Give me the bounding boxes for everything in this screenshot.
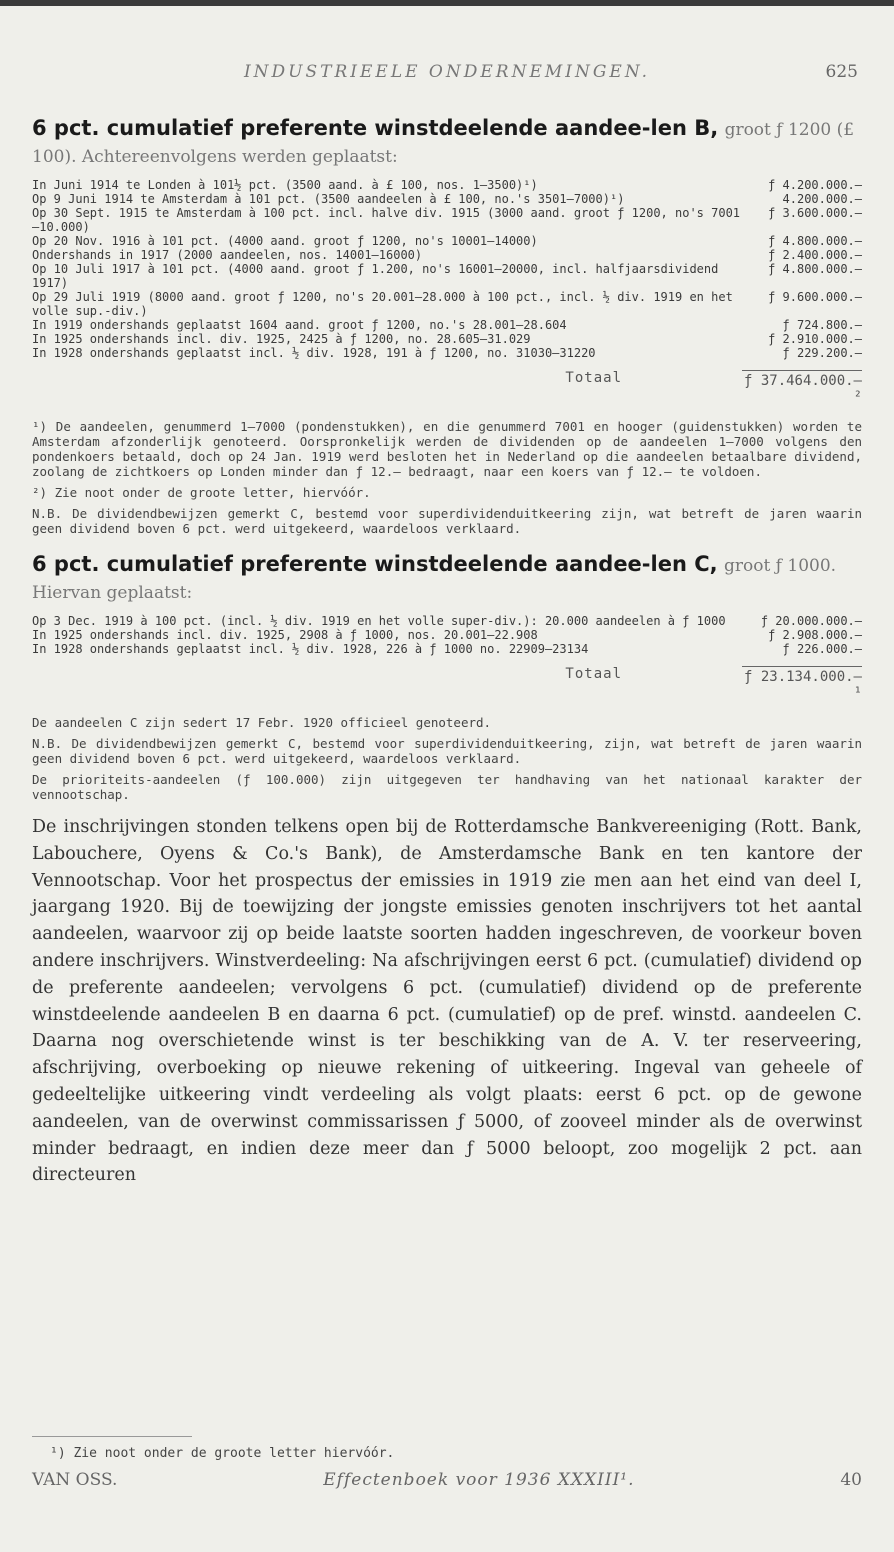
row-description: Op 30 Sept. 1915 te Amsterdam à 100 pct. incl. halve div. 1915 (3000 aand. groot ƒ 1200, no's 7001—10.000): [32, 206, 741, 234]
table-row: [32, 290, 862, 318]
main-paragraph: De inschrijvingen stonden telkens open bij de Rotterdamsche Bankvereeniging (Rott. Bank, Labouchere, Oyens & Co.'s Bank), de Amsterdamsche Bank en ten kantore der Vennootschap. Voor het prospectus der emissies in 1919 zie men aan het eind van deel I, jaargang 1920. Bij de toewijzing der jongste emissies genoten inschrijvers tot het aantal aandeelen, waarvoor zij op beide laatste soorten hadden ingeschreven, de voorkeur boven andere inschrijvers. Winstverdeeling: Na afschrijvingen eerst 6 pct. (cumulatief) dividend op de preferente aandeelen; vervolgens 6 pct. (cumulatief) dividend op de preferente winstdeelende aandeelen B en daarna 6 pct. (cumulatief) op de pref. winstd. aandeelen C. Daarna nog overschietende winst is ter beschikking van de A. V. ter reserveering, afschrijving, overboeking op nieuwe rekening of uitkeering. Ingeval van geheele of gedeeltelijke uitkeering vindt verdeeling als volgt plaats: eerst 6 pct. op de gewone aandeelen, van de overwinst commissarissen ƒ 5000, of zooveel minder als de overwinst minder bedraagt, en indien deze meer dan ƒ 5000 beloopt, zoo mogelijk 2 pct. aan directeuren: [32, 817, 862, 1186]
table-row: [32, 192, 862, 206]
table-row: [32, 614, 862, 628]
row-description: In 1925 ondershands incl. div. 1925, 2908 à ƒ 1000, nos. 20.001—22.908: [32, 628, 538, 642]
row-description: In 1928 ondershands geplaatst incl. ½ div. 1928, 191 à ƒ 1200, no. 31030—31220: [32, 346, 596, 360]
section-b-heading-bold: 6 pct. cumulatief preferente winstdeelende aandee-len B,: [32, 116, 719, 140]
section-c-heading: [32, 552, 862, 606]
section-c-heading-bold: 6 pct. cumulatief preferente winstdeelende aandee-len C,: [32, 552, 718, 576]
row-amount: 4.200.000.—: [782, 192, 862, 206]
table-row: [32, 642, 862, 656]
running-head: INDUSTRIEELE ONDERNEMINGEN.: [243, 62, 651, 82]
section-c-total-label: Totaal: [565, 666, 622, 682]
section-b-total-amount: ƒ 37.464.000.—²: [742, 370, 862, 405]
footer-sheet-number: 40: [840, 1470, 862, 1490]
row-amount: ƒ 4.800.000.—: [768, 234, 862, 248]
row-description: In Juni 1914 te Londen à 101½ pct. (3500 aand. à £ 100, nos. 1—3500)¹): [32, 178, 538, 192]
row-amount: ƒ 724.800.—: [782, 318, 862, 332]
section-c-note: N.B. De dividendbewijzen gemerkt C, bestemd voor superdividenduitkeering, zijn, wat betreft de jaren waarin geen dividend boven 6 pct. werd uitgekeerd, waardeloos verklaard.: [32, 736, 862, 766]
top-border: [0, 0, 894, 6]
row-amount: ƒ 2.908.000.—: [768, 628, 862, 642]
row-description: Op 29 Juli 1919 (8000 aand. groot ƒ 1200, no's 20.001—28.000 à 100 pct., incl. ½ div. 1919 en het volle sup.-div.): [32, 290, 733, 318]
row-description: Op 9 Juni 1914 te Amsterdam à 101 pct. (3500 aandeelen à £ 100, no.'s 3501—7000)¹): [32, 192, 625, 206]
table-row: [32, 318, 862, 332]
section-c-total: [32, 666, 862, 701]
row-amount: ƒ 20.000.000.—: [760, 614, 862, 628]
page-footer: [32, 1470, 862, 1490]
table-row: [32, 178, 862, 192]
row-amount: ƒ 2.910.000.—: [768, 332, 862, 346]
content: [32, 100, 862, 1189]
row-description: Op 10 Juli 1917 à 101 pct. (4000 aand. groot ƒ 1.200, no's 16001—20000, incl. halfjaarsdividend 1917): [32, 262, 719, 290]
row-description: Op 20 Nov. 1916 à 101 pct. (4000 aand. groot ƒ 1200, no's 10001—14000): [32, 234, 538, 248]
section-b-heading-rest: groot ƒ 1200 (£ 100). Achtereenvolgens werden geplaatst:: [32, 120, 855, 167]
row-amount: ƒ 4.800.000.—: [768, 262, 862, 276]
table-row: [32, 234, 862, 248]
row-description: Op 3 Dec. 1919 à 100 pct. (incl. ½ div. 1919 en het volle super-div.): 20.000 aandeelen à ƒ 1000: [32, 614, 726, 628]
section-c-table: [32, 614, 862, 656]
row-description: Ondershands in 1917 (2000 aandeelen, nos. 14001—16000): [32, 248, 423, 262]
footer-author: VAN OSS.: [32, 1470, 118, 1490]
section-b-note: N.B. De dividendbewijzen gemerkt C, bestemd voor superdividenduitkeering zijn, wat betreft de jaren waarin geen dividend boven 6 pct. werd uitgekeerd, waardeloos verklaard.: [32, 506, 862, 536]
section-c-heading-rest: groot ƒ 1000. Hiervan geplaatst:: [32, 556, 837, 603]
row-description: In 1925 ondershands incl. div. 1925, 2425 à ƒ 1200, no. 28.605—31.029: [32, 332, 531, 346]
table-row: [32, 206, 862, 234]
row-amount: ƒ 4.200.000.—: [768, 178, 862, 192]
section-b-notes: [32, 419, 862, 536]
row-amount: ƒ 229.200.—: [782, 346, 862, 360]
section-c-notes: [32, 715, 862, 802]
section-c-note: De prioriteits-aandeelen (ƒ 100.000) zijn uitgegeven ter handhaving van het nationaal karakter der vennootschap.: [32, 772, 862, 802]
row-description: In 1928 ondershands geplaatst incl. ½ div. 1928, 226 à ƒ 1000 no. 22909—23134: [32, 642, 589, 656]
table-row: [32, 262, 862, 290]
footnote-rule: [32, 1436, 192, 1437]
section-b-total-label: Totaal: [565, 370, 622, 386]
section-b-table: [32, 178, 862, 360]
section-b-note: ¹) De aandeelen, genummerd 1—7000 (pondenstukken), en die genummerd 7001 en hooger (guidenstukken) worden te Amsterdam afzonderlijk genoteerd. Oorspronkelijk werden de dividenden op de aandeelen 1—7000 volgens den pondenkoers betaald, doch op 24 Jan. 1919 werd besloten het in Nederland op die aandeelen betaalbare dividend, zoolang de zichtkoers op Londen minder dan ƒ 12.— bedraagt, naar een koers van ƒ 12.— te voldoen.: [32, 419, 862, 479]
table-row: [32, 628, 862, 642]
section-b-total: [32, 370, 862, 405]
section-c-total-amount: ƒ 23.134.000.—¹: [742, 666, 862, 701]
footnote: ¹) Zie noot onder de groote letter hiervóór.: [50, 1446, 395, 1461]
row-amount: ƒ 9.600.000.—: [768, 290, 862, 304]
section-b-heading: [32, 116, 862, 170]
footer-title: Effectenboek voor 1936 XXXIII¹.: [323, 1470, 635, 1490]
page-number: 625: [825, 62, 858, 82]
row-description: In 1919 ondershands geplaatst 1604 aand. groot ƒ 1200, no.'s 28.001—28.604: [32, 318, 567, 332]
section-b-note: ²) Zie noot onder de groote letter, hiervóór.: [32, 485, 371, 500]
row-amount: ƒ 2.400.000.—: [768, 248, 862, 262]
row-amount: ƒ 226.000.—: [782, 642, 862, 656]
row-amount: ƒ 3.600.000.—: [768, 206, 862, 220]
table-row: [32, 332, 862, 346]
table-row: [32, 346, 862, 360]
table-row: [32, 248, 862, 262]
section-c-note: De aandeelen C zijn sedert 17 Febr. 1920 officieel genoteerd.: [32, 715, 492, 730]
